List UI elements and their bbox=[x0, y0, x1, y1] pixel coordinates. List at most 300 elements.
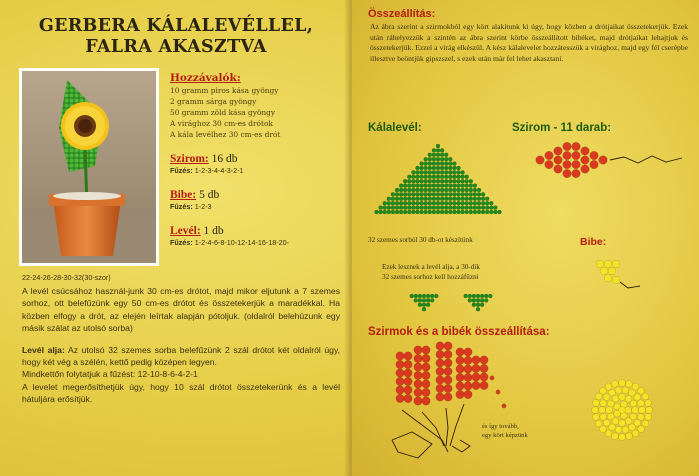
leaf-bead bbox=[391, 206, 395, 210]
leaf-bead bbox=[436, 197, 440, 201]
leaf-bead bbox=[420, 201, 424, 205]
leaf-bead bbox=[448, 179, 452, 183]
leaf-bead bbox=[399, 201, 403, 205]
leaf-bead bbox=[420, 192, 424, 196]
leaf-bead bbox=[452, 184, 456, 188]
leaf-bead bbox=[444, 201, 448, 205]
stamen-bead bbox=[603, 419, 610, 426]
petal-bead bbox=[599, 156, 608, 165]
leaf-bead bbox=[444, 175, 448, 179]
petal-bead bbox=[422, 346, 430, 354]
leaf-base-bead bbox=[426, 294, 430, 298]
szirom-count: 16 db bbox=[211, 153, 238, 165]
petal-bead bbox=[414, 371, 422, 379]
petal-bead bbox=[422, 363, 430, 371]
stamen-bead bbox=[622, 387, 629, 394]
petal-bead bbox=[396, 386, 404, 394]
leaf-bead bbox=[440, 184, 444, 188]
leaf-bead bbox=[379, 210, 383, 214]
leaf-bead bbox=[457, 170, 461, 174]
stamen-bead bbox=[625, 418, 632, 425]
leaf-bead bbox=[432, 166, 436, 170]
petal-bead bbox=[404, 352, 412, 360]
leaf-bead bbox=[432, 206, 436, 210]
leaf-base-bead bbox=[476, 298, 480, 302]
stamen-bead bbox=[607, 413, 614, 420]
petal-bead bbox=[414, 363, 422, 371]
assembly-diagram bbox=[392, 342, 506, 458]
circle-caption bbox=[482, 422, 528, 440]
petal-bead bbox=[563, 169, 572, 178]
szirom-label: Szirom: bbox=[170, 153, 209, 165]
stamen-bead bbox=[634, 394, 641, 401]
leaf-bead bbox=[399, 192, 403, 196]
leaf-bead bbox=[461, 170, 465, 174]
leaf-bead bbox=[428, 206, 432, 210]
leaf-bead bbox=[420, 166, 424, 170]
leaf-bead bbox=[477, 201, 481, 205]
wire-line bbox=[402, 410, 448, 452]
stamen-bead bbox=[639, 407, 646, 414]
petal-bead bbox=[472, 373, 480, 381]
leaf-bead bbox=[477, 192, 481, 196]
leaf-bead bbox=[420, 184, 424, 188]
leaf-bead bbox=[428, 166, 432, 170]
leaf-bead bbox=[457, 175, 461, 179]
ingredient-item: A virághoz 30 cm-es drótok bbox=[170, 119, 273, 128]
leaf-bead bbox=[465, 184, 469, 188]
leaf-base-bead bbox=[418, 294, 422, 298]
leaf-bead bbox=[477, 197, 481, 201]
leaf-bead bbox=[424, 197, 428, 201]
leaf-bead bbox=[387, 201, 391, 205]
leaf-bead bbox=[457, 188, 461, 192]
leaf-bead bbox=[420, 179, 424, 183]
petal-bead bbox=[444, 384, 452, 392]
leaf-bead bbox=[461, 201, 465, 205]
leaf-bead bbox=[420, 210, 424, 214]
leaf-bead bbox=[457, 201, 461, 205]
leaf-bead bbox=[440, 188, 444, 192]
dot-bead bbox=[490, 376, 494, 380]
leaf-base-bead bbox=[488, 294, 492, 298]
petal-bead bbox=[480, 373, 488, 381]
leaf-bead bbox=[448, 184, 452, 188]
leaf-bead bbox=[440, 162, 444, 166]
leaf-bead bbox=[395, 206, 399, 210]
leaf-base-bead bbox=[434, 294, 438, 298]
stamen-bead bbox=[600, 426, 607, 433]
petal-bead bbox=[422, 388, 430, 396]
petal-bead bbox=[414, 354, 422, 362]
leaf-base-bead bbox=[472, 298, 476, 302]
leaf-bead bbox=[375, 210, 379, 214]
stamen-bead bbox=[629, 389, 636, 396]
stamen-bead bbox=[642, 393, 649, 400]
leaf-bead bbox=[465, 201, 469, 205]
leaf-bead bbox=[457, 184, 461, 188]
leaf-bead bbox=[465, 192, 469, 196]
leaf-bead bbox=[407, 175, 411, 179]
leaf-bead bbox=[383, 206, 387, 210]
leaf-bead bbox=[416, 175, 420, 179]
leaf-bead bbox=[424, 192, 428, 196]
leaf-bead bbox=[489, 201, 493, 205]
leaf-bead bbox=[481, 210, 485, 214]
leaf-bead bbox=[411, 197, 415, 201]
leaf-bead bbox=[481, 201, 485, 205]
leaf-bead bbox=[424, 184, 428, 188]
leaf-bead bbox=[452, 197, 456, 201]
bibe-count: 5 db bbox=[199, 189, 220, 201]
levelalja-label: Levél alja: bbox=[22, 344, 65, 355]
leaf-bead bbox=[424, 162, 428, 166]
base-caption-line-2: 32 szemes sorhoz kell hozzáfűzni bbox=[382, 273, 479, 281]
stamen-bead bbox=[609, 389, 616, 396]
stamen-bead bbox=[595, 420, 602, 427]
petal-bead bbox=[563, 151, 572, 160]
leaf-bead bbox=[481, 197, 485, 201]
leaf-bead bbox=[424, 206, 428, 210]
leaf-bead bbox=[452, 175, 456, 179]
leaf-bead bbox=[457, 210, 461, 214]
leaf-base-bead bbox=[418, 298, 422, 302]
leaf-bead bbox=[432, 192, 436, 196]
leaf-bead bbox=[461, 184, 465, 188]
stamen-bead bbox=[629, 424, 636, 431]
petal-bead bbox=[456, 356, 464, 364]
leaf-bead bbox=[461, 175, 465, 179]
stamen-bead bbox=[626, 433, 633, 440]
petal-bead bbox=[414, 346, 422, 354]
leaf-bead bbox=[432, 170, 436, 174]
petal-bead bbox=[572, 151, 581, 160]
leaf-bead bbox=[407, 206, 411, 210]
leaf-bead bbox=[452, 210, 456, 214]
leaf-bead bbox=[432, 197, 436, 201]
leaf-bead bbox=[444, 179, 448, 183]
assembly-heading: Összeállítás: bbox=[368, 8, 436, 20]
stamen-bead bbox=[600, 388, 607, 395]
szirom-diagram-label: Szirom - 11 darab: bbox=[512, 122, 612, 134]
stamen-bead bbox=[593, 400, 600, 407]
leaf-bead bbox=[383, 201, 387, 205]
stamen-bead bbox=[608, 267, 616, 275]
leaf-bead bbox=[383, 210, 387, 214]
base-caption-line-1: Ezek lesznek a levél alja, a 30-dik bbox=[382, 263, 480, 271]
petal-bead bbox=[422, 371, 430, 379]
leaf-bead bbox=[440, 210, 444, 214]
leaf-bead bbox=[436, 144, 440, 148]
petal-bead bbox=[472, 364, 480, 372]
leaf-bead bbox=[440, 179, 444, 183]
leaf-bead bbox=[481, 206, 485, 210]
leaf-bead bbox=[407, 201, 411, 205]
leaf-bead bbox=[428, 179, 432, 183]
stamen-bead bbox=[600, 267, 608, 275]
leaf-bead bbox=[448, 157, 452, 161]
leaf-bead bbox=[440, 197, 444, 201]
leaf-bead bbox=[424, 157, 428, 161]
leaf-base-bead bbox=[426, 303, 430, 307]
leaf-bead bbox=[416, 201, 420, 205]
leaf-bead bbox=[485, 201, 489, 205]
petal-bead bbox=[545, 160, 554, 169]
fuzes-label: Fűzés: bbox=[170, 238, 193, 247]
petal-bead bbox=[480, 364, 488, 372]
instructions-text bbox=[22, 272, 340, 406]
leaf-bead bbox=[428, 153, 432, 157]
dot-bead bbox=[502, 404, 506, 408]
leaf-bead bbox=[444, 162, 448, 166]
stamen-bead bbox=[605, 430, 612, 437]
paragraph-reinforce: A levelet megerősíthetjük úgy, hogy 10 szál drótot összetekerünk és a levél hátuljára erősítjük. bbox=[22, 381, 340, 405]
szirom-fuzes bbox=[170, 165, 340, 176]
leaf-bead bbox=[457, 197, 461, 201]
leaf-base-bead bbox=[422, 303, 426, 307]
petal-diagram bbox=[536, 142, 682, 178]
leaf-bead bbox=[403, 179, 407, 183]
leaf-bead bbox=[416, 166, 420, 170]
petal-bead bbox=[436, 342, 444, 350]
dot-bead bbox=[496, 390, 500, 394]
leaf-caption: 32 szemes sorból 30 db-ot készítünk bbox=[368, 236, 473, 244]
petal-bead bbox=[464, 356, 472, 364]
leaf-bead bbox=[473, 184, 477, 188]
leaf-bead bbox=[403, 188, 407, 192]
leaf-bead bbox=[411, 184, 415, 188]
leaf-bead bbox=[399, 184, 403, 188]
fuzes-sequence: 1-2-3-4-4-3-2-1 bbox=[194, 166, 244, 175]
leaf-bead bbox=[465, 206, 469, 210]
bibe-diagram bbox=[596, 260, 640, 288]
leaf-bead bbox=[440, 148, 444, 152]
leaf-base-bead bbox=[430, 294, 434, 298]
leaf-bead bbox=[424, 170, 428, 174]
leaf-base-bead bbox=[426, 298, 430, 302]
leaf-bead bbox=[403, 206, 407, 210]
stamen-circle-diagram bbox=[592, 380, 653, 441]
leaf-bead bbox=[448, 162, 452, 166]
leaf-bead bbox=[432, 162, 436, 166]
leaf-bead bbox=[391, 201, 395, 205]
stamen-bead bbox=[603, 394, 610, 401]
leaf-bead bbox=[444, 184, 448, 188]
leaf-bead bbox=[452, 188, 456, 192]
leaf-bead bbox=[407, 210, 411, 214]
leaf-bead bbox=[440, 166, 444, 170]
leaf-base-bead bbox=[484, 298, 488, 302]
leaf-bead bbox=[407, 192, 411, 196]
petal-bead bbox=[404, 386, 412, 394]
level-count: 1 db bbox=[203, 225, 224, 237]
petal-bead bbox=[396, 360, 404, 368]
leaf-bead bbox=[424, 188, 428, 192]
leaf-bead bbox=[391, 210, 395, 214]
leaf-bead bbox=[420, 162, 424, 166]
leaf-bead bbox=[436, 157, 440, 161]
leaf-bead bbox=[395, 188, 399, 192]
level-section bbox=[170, 226, 340, 237]
leaf-bead bbox=[489, 206, 493, 210]
leaf-bead bbox=[436, 184, 440, 188]
leaf-bead bbox=[473, 206, 477, 210]
leaf-bead bbox=[416, 192, 420, 196]
leaf-bead bbox=[407, 188, 411, 192]
szirom-section bbox=[170, 154, 340, 165]
petal-bead bbox=[444, 367, 452, 375]
bibe-fuzes bbox=[170, 201, 340, 212]
leaf-bead bbox=[440, 192, 444, 196]
leaf-bead bbox=[416, 197, 420, 201]
leaf-bead bbox=[395, 192, 399, 196]
leaf-base-bead bbox=[422, 294, 426, 298]
petal-bead bbox=[404, 369, 412, 377]
fuzes-label: Fűzés: bbox=[170, 166, 193, 175]
gerbera-photo bbox=[19, 68, 159, 266]
petal-bead bbox=[404, 377, 412, 385]
leaf-bead bbox=[416, 170, 420, 174]
wire-line bbox=[422, 412, 444, 446]
leaf-base-diagram bbox=[410, 294, 493, 311]
stamen-bead bbox=[626, 381, 633, 388]
petal-bead bbox=[554, 156, 563, 165]
petal-bead bbox=[444, 359, 452, 367]
petal-bead bbox=[456, 390, 464, 398]
petal-bead bbox=[472, 381, 480, 389]
leaf-bead bbox=[436, 179, 440, 183]
wire-line bbox=[620, 282, 640, 288]
stamen-bead bbox=[596, 260, 604, 268]
leaf-bead bbox=[436, 170, 440, 174]
stamen-bead bbox=[595, 393, 602, 400]
leaf-bead bbox=[448, 206, 452, 210]
leaf-bead bbox=[452, 166, 456, 170]
leaf-bead bbox=[411, 175, 415, 179]
petal-bead bbox=[581, 147, 590, 156]
leaf-bead bbox=[481, 192, 485, 196]
leaf-bead bbox=[493, 206, 497, 210]
petal-bead bbox=[404, 394, 412, 402]
leaf-base-bead bbox=[468, 298, 472, 302]
leaf-triangle-diagram bbox=[375, 144, 502, 214]
level-fuzes bbox=[170, 237, 340, 248]
petal-bead bbox=[436, 376, 444, 384]
leaf-bead bbox=[452, 201, 456, 205]
leaf-bead bbox=[440, 175, 444, 179]
page-title bbox=[18, 16, 334, 58]
petal-bead bbox=[480, 381, 488, 389]
leaf-bead bbox=[448, 166, 452, 170]
leaf-bead bbox=[424, 201, 428, 205]
leaf-bead bbox=[448, 188, 452, 192]
petal-bead bbox=[444, 393, 452, 401]
petal-bead bbox=[536, 156, 545, 165]
title-line-2: FALRA AKASZTVA bbox=[85, 37, 267, 57]
leaf-bead bbox=[444, 153, 448, 157]
stamen-bead bbox=[645, 400, 652, 407]
leaf-bead bbox=[469, 188, 473, 192]
petal-bead bbox=[456, 373, 464, 381]
leaf-bead bbox=[424, 210, 428, 214]
petal-bead bbox=[436, 393, 444, 401]
petal-bead bbox=[414, 388, 422, 396]
right-page bbox=[352, 0, 699, 476]
leaf-bead bbox=[403, 192, 407, 196]
leaf-bead bbox=[444, 188, 448, 192]
fuzes-sequence: 1-2-4-6-8-10-12-14-16-18-20- bbox=[194, 238, 290, 247]
leaf-bead bbox=[473, 188, 477, 192]
leaf-bead bbox=[399, 210, 403, 214]
stamen-bead bbox=[637, 413, 644, 420]
wire-line bbox=[610, 156, 682, 163]
leaf-bead bbox=[469, 210, 473, 214]
leaf-base-bead bbox=[480, 298, 484, 302]
leaf-bead bbox=[461, 192, 465, 196]
wire-line bbox=[392, 432, 432, 458]
leaf-bead bbox=[411, 210, 415, 214]
leaf-bead bbox=[461, 197, 465, 201]
petal-bead bbox=[456, 365, 464, 373]
leaf-bead bbox=[428, 170, 432, 174]
stamen-bead bbox=[615, 426, 622, 433]
leaf-bead bbox=[469, 184, 473, 188]
leaf-bead bbox=[465, 179, 469, 183]
leaf-base-bead bbox=[480, 294, 484, 298]
leaf-bead bbox=[428, 157, 432, 161]
leaf-bead bbox=[424, 166, 428, 170]
ingredient-item: 50 gramm zöld kása gyöngy bbox=[170, 108, 276, 117]
stamen-bead bbox=[632, 383, 639, 390]
leaf-bead bbox=[461, 188, 465, 192]
stamen-bead bbox=[612, 276, 620, 284]
stamen-bead bbox=[609, 424, 616, 431]
leaf-bead bbox=[379, 206, 383, 210]
leaf-bead bbox=[440, 170, 444, 174]
wire-line bbox=[446, 408, 448, 446]
petal-bead bbox=[444, 350, 452, 358]
stamen-bead bbox=[619, 380, 626, 387]
stamen-bead bbox=[619, 434, 626, 441]
leaf-bead bbox=[448, 210, 452, 214]
leaf-bead bbox=[432, 184, 436, 188]
leaf-bead bbox=[403, 201, 407, 205]
stamen-bead bbox=[606, 407, 613, 414]
leaf-bead bbox=[416, 184, 420, 188]
petal-bead bbox=[554, 147, 563, 156]
wire-line bbox=[452, 440, 470, 452]
petal-bead bbox=[456, 382, 464, 390]
leaf-bead bbox=[403, 197, 407, 201]
leaf-bead bbox=[391, 197, 395, 201]
leaf-bead bbox=[457, 179, 461, 183]
leaf-base-bead bbox=[430, 298, 434, 302]
petal-bead bbox=[396, 394, 404, 402]
fuzes-sequence: 1-2-3 bbox=[194, 202, 212, 211]
leaf-bead bbox=[436, 192, 440, 196]
leaf-base-bead bbox=[464, 294, 468, 298]
ingredient-item: A kála levélhez 30 cm-es drót bbox=[170, 130, 281, 139]
wire-line bbox=[450, 404, 464, 446]
leaf-bead bbox=[436, 206, 440, 210]
petal-bead bbox=[590, 151, 599, 160]
leaf-bead bbox=[391, 192, 395, 196]
leaf-bead bbox=[440, 206, 444, 210]
leaf-bead bbox=[489, 210, 493, 214]
stamen-bead bbox=[638, 426, 645, 433]
stamen-bead bbox=[593, 414, 600, 421]
stamen-bead bbox=[605, 383, 612, 390]
